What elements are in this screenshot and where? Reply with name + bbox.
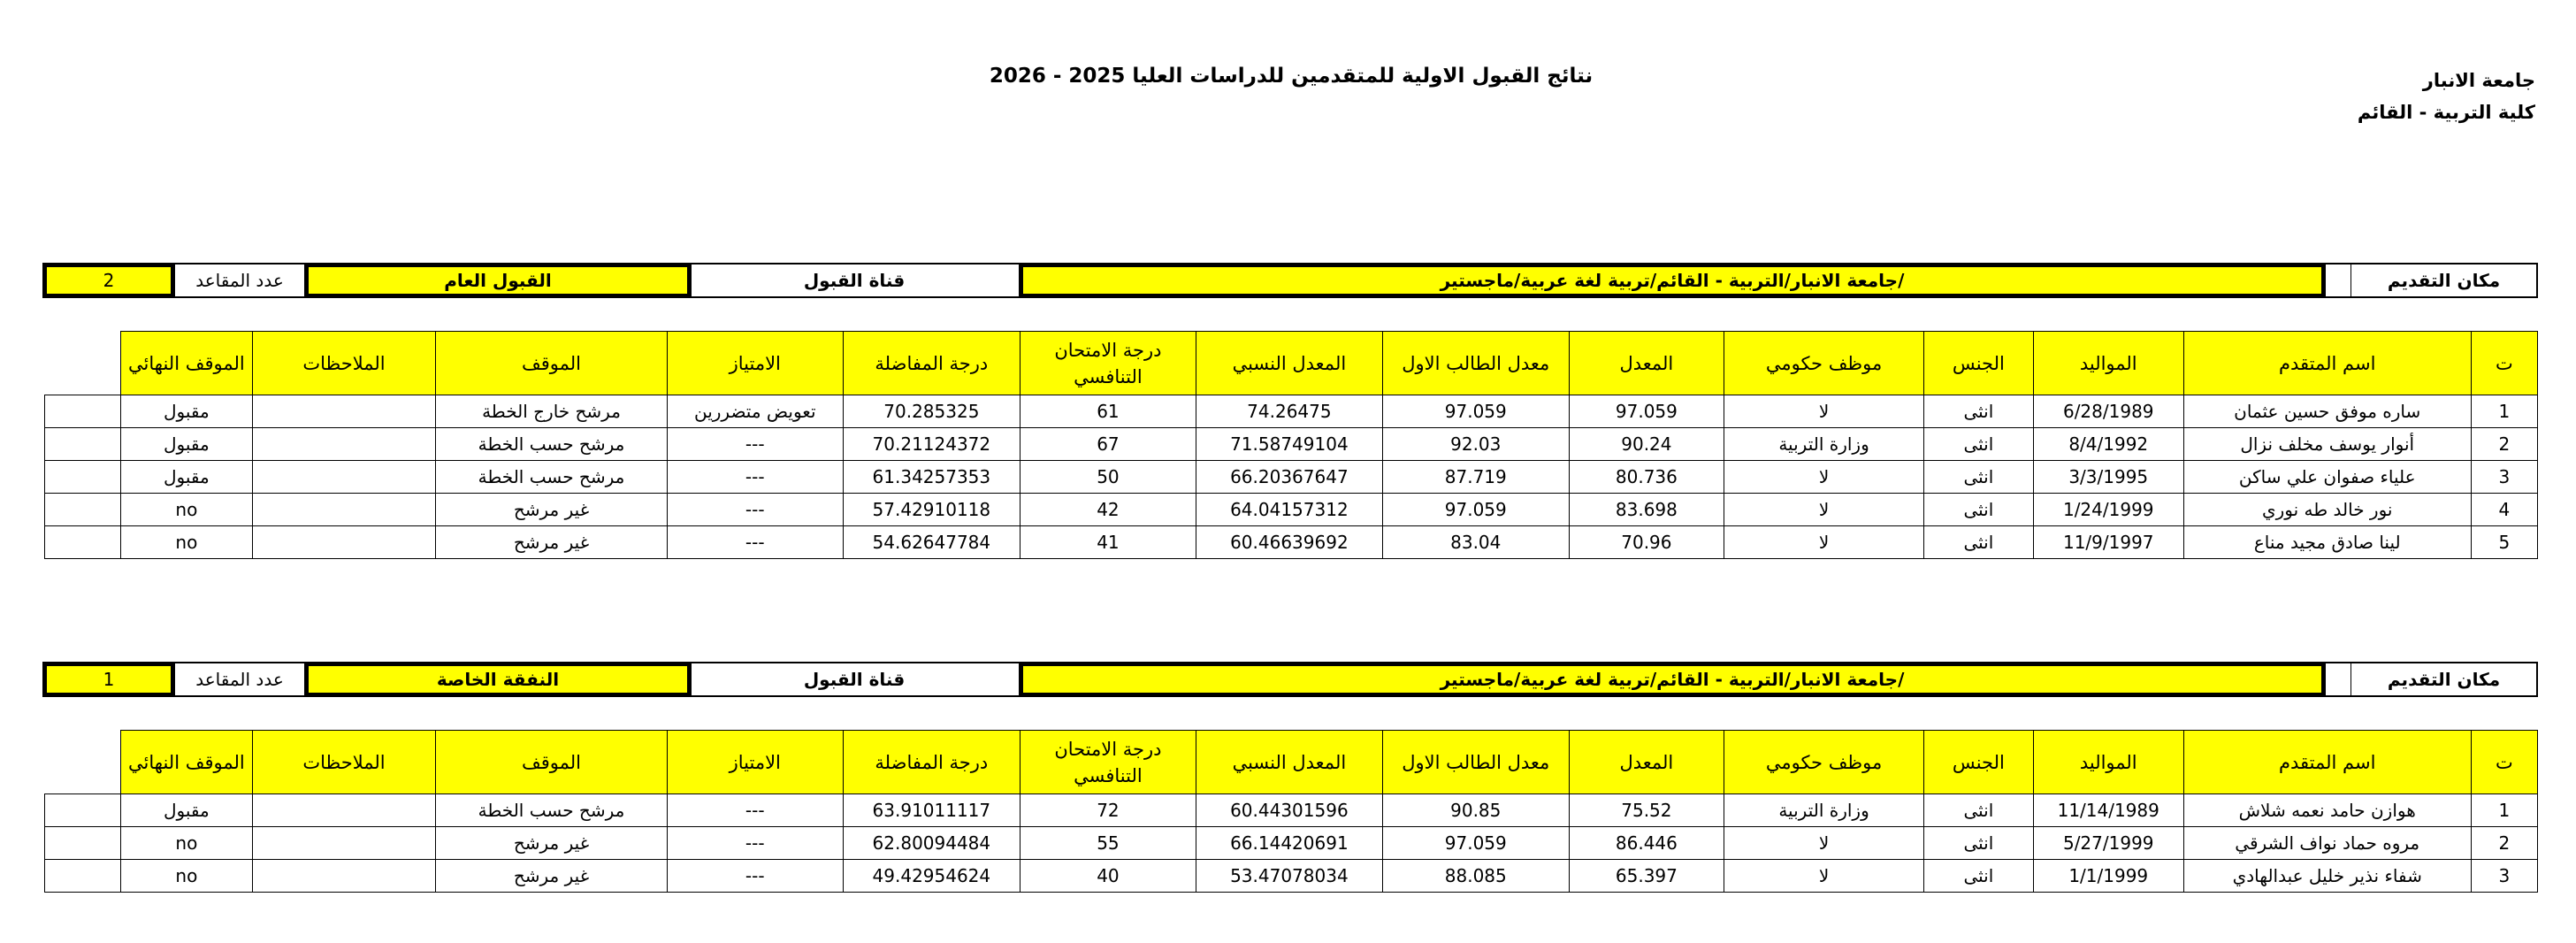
cell-notes [252, 494, 436, 526]
blank-cell [45, 860, 121, 893]
cell-index: 3 [2471, 461, 2537, 494]
cell-employee: وزارة التربية [1724, 428, 1924, 461]
seats-label: عدد المقاعد [195, 270, 284, 291]
cell-gender: انثى [1924, 461, 2034, 494]
cell-employee: لا [1724, 494, 1924, 526]
cell-final-status: مقبول [121, 461, 252, 494]
blank-cell [45, 526, 121, 559]
col-header: المعدل [1569, 731, 1724, 794]
cell-gender: انثى [1924, 794, 2034, 827]
col-header: معدل الطالب الاول [1382, 731, 1569, 794]
col-header: الامتياز [667, 731, 843, 794]
cell-final-status: no [121, 827, 252, 860]
cell-top-average: 87.719 [1382, 461, 1569, 494]
cell-exam-score: 50 [1020, 461, 1196, 494]
cell-top-average: 97.059 [1382, 827, 1569, 860]
seats-value: 1 [42, 662, 175, 697]
cell-preference-score: 61.34257353 [843, 461, 1020, 494]
section-1-info-bar [44, 263, 2538, 298]
cell-preference-score: 63.91011117 [843, 794, 1020, 827]
cell-exam-score: 67 [1020, 428, 1196, 461]
cell-name: علياء صفوان علي ساكن [2183, 461, 2471, 494]
college-name: كلية التربية - القائم [2357, 102, 2535, 123]
place-label: مكان التقديم [2351, 264, 2536, 296]
cell-gender: انثى [1924, 526, 2034, 559]
cell-name: مروه حماد نواف الشرقي [2183, 827, 2471, 860]
cell-exam-score: 42 [1020, 494, 1196, 526]
cell-relative-average: 74.26475 [1196, 395, 1382, 428]
cell-final-status: مقبول [121, 794, 252, 827]
col-header: المواليد [2033, 731, 2183, 794]
table-row [45, 461, 2538, 494]
blank-cell [45, 731, 121, 794]
col-header: الجنس [1924, 731, 2034, 794]
cell-index: 5 [2471, 526, 2537, 559]
cell-birth: 6/28/1989 [2033, 395, 2183, 428]
cell-name: ساره موفق حسين عثمان [2183, 395, 2471, 428]
university-header [2252, 65, 2535, 128]
cell-status: غير مرشح [436, 860, 667, 893]
cell-exam-score: 41 [1020, 526, 1196, 559]
cell-privilege: --- [667, 794, 843, 827]
cell-relative-average: 53.47078034 [1196, 860, 1382, 893]
cell-name: شفاء نذير خليل عبدالهادي [2183, 860, 2471, 893]
cell-birth: 11/9/1997 [2033, 526, 2183, 559]
col-header: ت [2471, 332, 2537, 395]
cell-top-average: 92.03 [1382, 428, 1569, 461]
cell-final-status: no [121, 526, 252, 559]
cell-gender: انثى [1924, 395, 2034, 428]
table-row [45, 428, 2538, 461]
table-row [45, 794, 2538, 827]
cell-preference-score: 54.62647784 [843, 526, 1020, 559]
cell-employee: وزارة التربية [1724, 794, 1924, 827]
col-header: الموقف النهائي [121, 731, 252, 794]
cell-name: لينا صادق مجيد مناع [2183, 526, 2471, 559]
cell-status: مرشح حسب الخطة [436, 461, 667, 494]
channel-label: قناة القبول [803, 270, 906, 291]
cell-name: نور خالد طه نوري [2183, 494, 2471, 526]
col-header: اسم المتقدم [2183, 731, 2471, 794]
col-header: الملاحظات [252, 332, 436, 395]
cell-status: مرشح حسب الخطة [436, 428, 667, 461]
cell-index: 1 [2471, 794, 2537, 827]
col-header: ت [2471, 731, 2537, 794]
cell-top-average: 83.04 [1382, 526, 1569, 559]
cell-average: 90.24 [1569, 428, 1724, 461]
col-header: الموقف النهائي [121, 332, 252, 395]
cell-status: غير مرشح [436, 494, 667, 526]
cell-notes [252, 860, 436, 893]
cell-top-average: 97.059 [1382, 494, 1569, 526]
cell-index: 2 [2471, 428, 2537, 461]
blank-cell [45, 461, 121, 494]
table-row [45, 494, 2538, 526]
cell-birth: 11/14/1989 [2033, 794, 2183, 827]
cell-gender: انثى [1924, 428, 2034, 461]
seats-label: عدد المقاعد [195, 669, 284, 690]
cell-top-average: 88.085 [1382, 860, 1569, 893]
cell-preference-score: 49.42954624 [843, 860, 1020, 893]
cell-final-status: no [121, 860, 252, 893]
cell-birth: 8/4/1992 [2033, 428, 2183, 461]
cell-preference-score: 57.42910118 [843, 494, 1020, 526]
cell-notes [252, 526, 436, 559]
blank-cell [45, 395, 121, 428]
cell-exam-score: 55 [1020, 827, 1196, 860]
cell-status: مرشح خارج الخطة [436, 395, 667, 428]
cell-birth: 1/1/1999 [2033, 860, 2183, 893]
cell-index: 4 [2471, 494, 2537, 526]
col-header: المعدل [1569, 332, 1724, 395]
cell-average: 80.736 [1569, 461, 1724, 494]
cell-privilege: --- [667, 827, 843, 860]
table-row [45, 395, 2538, 428]
col-header: الموقف [436, 332, 667, 395]
cell-status: مرشح حسب الخطة [436, 794, 667, 827]
cell-notes [252, 461, 436, 494]
cell-index: 1 [2471, 395, 2537, 428]
cell-final-status: مقبول [121, 395, 252, 428]
col-header: المعدل النسبي [1196, 731, 1382, 794]
table-header-row [45, 332, 2538, 395]
cell-privilege: --- [667, 461, 843, 494]
blank-cell [45, 794, 121, 827]
cell-privilege: --- [667, 526, 843, 559]
cell-gender: انثى [1924, 860, 2034, 893]
cell-notes [252, 395, 436, 428]
cell-notes [252, 428, 436, 461]
cell-relative-average: 66.20367647 [1196, 461, 1382, 494]
place-value: جامعة الانبار/التربية - القائم/تربية لغة عربية/ماجستير/ [1019, 263, 2326, 298]
cell-preference-score: 70.21124372 [843, 428, 1020, 461]
blank-cell [45, 827, 121, 860]
cell-gender: انثى [1924, 494, 2034, 526]
cell-average: 70.96 [1569, 526, 1724, 559]
table-row [45, 526, 2538, 559]
table-row [45, 860, 2538, 893]
channel-value: القبول العام [304, 263, 692, 298]
col-header: اسم المتقدم [2183, 332, 2471, 395]
cell-relative-average: 66.14420691 [1196, 827, 1382, 860]
place-label: مكان التقديم [2351, 663, 2536, 695]
cell-average: 86.446 [1569, 827, 1724, 860]
cell-employee: لا [1724, 526, 1924, 559]
col-header: موظف حكومي [1724, 332, 1924, 395]
col-header: درجة الامتحان التنافسي [1020, 731, 1196, 794]
cell-privilege: --- [667, 860, 843, 893]
cell-relative-average: 60.44301596 [1196, 794, 1382, 827]
cell-privilege: --- [667, 428, 843, 461]
cell-employee: لا [1724, 827, 1924, 860]
cell-birth: 5/27/1999 [2033, 827, 2183, 860]
table-header-row [45, 731, 2538, 794]
channel-value: النفقة الخاصة [304, 662, 692, 697]
col-header: درجة المفاضلة [843, 731, 1020, 794]
col-header: درجة المفاضلة [843, 332, 1020, 395]
blank-cell [45, 428, 121, 461]
cell-preference-score: 62.80094484 [843, 827, 1020, 860]
col-header: الموقف [436, 731, 667, 794]
cell-privilege: تعويض متضررين [667, 395, 843, 428]
cell-name: هوازن حامد نعمه شلاش [2183, 794, 2471, 827]
cell-employee: لا [1724, 395, 1924, 428]
cell-top-average: 97.059 [1382, 395, 1569, 428]
cell-index: 2 [2471, 827, 2537, 860]
cell-final-status: مقبول [121, 428, 252, 461]
cell-final-status: no [121, 494, 252, 526]
blank-cell [45, 494, 121, 526]
cell-employee: لا [1724, 860, 1924, 893]
col-header: المواليد [2033, 332, 2183, 395]
place-value: جامعة الانبار/التربية - القائم/تربية لغة عربية/ماجستير/ [1019, 662, 2326, 697]
col-header: معدل الطالب الاول [1382, 332, 1569, 395]
cell-status: غير مرشح [436, 827, 667, 860]
col-header: المعدل النسبي [1196, 332, 1382, 395]
cell-notes [252, 794, 436, 827]
cell-exam-score: 61 [1020, 395, 1196, 428]
cell-birth: 3/3/1995 [2033, 461, 2183, 494]
cell-relative-average: 64.04157312 [1196, 494, 1382, 526]
cell-exam-score: 40 [1020, 860, 1196, 893]
cell-average: 75.52 [1569, 794, 1724, 827]
section-2-info-bar [44, 662, 2538, 697]
cell-average: 65.397 [1569, 860, 1724, 893]
cell-name: أنوار يوسف مخلف نزال [2183, 428, 2471, 461]
col-header: درجة الامتحان التنافسي [1020, 332, 1196, 395]
blank-cell [45, 332, 121, 395]
cell-exam-score: 72 [1020, 794, 1196, 827]
university-name: جامعة الانبار [2422, 70, 2535, 91]
page-title: نتائج القبول الاولية للمتقدمين للدراسات العليا 2025 - 2026 [989, 65, 1594, 88]
cell-relative-average: 60.46639692 [1196, 526, 1382, 559]
cell-gender: انثى [1924, 827, 2034, 860]
cell-index: 3 [2471, 860, 2537, 893]
col-header: موظف حكومي [1724, 731, 1924, 794]
table-row [45, 827, 2538, 860]
cell-employee: لا [1724, 461, 1924, 494]
cell-status: غير مرشح [436, 526, 667, 559]
cell-average: 97.059 [1569, 395, 1724, 428]
section-1-table [44, 331, 2538, 559]
col-header: الامتياز [667, 332, 843, 395]
cell-birth: 1/24/1999 [2033, 494, 2183, 526]
cell-privilege: --- [667, 494, 843, 526]
cell-average: 83.698 [1569, 494, 1724, 526]
cell-top-average: 90.85 [1382, 794, 1569, 827]
cell-preference-score: 70.285325 [843, 395, 1020, 428]
col-header: الملاحظات [252, 731, 436, 794]
cell-notes [252, 827, 436, 860]
seats-value: 2 [42, 263, 175, 298]
channel-label: قناة القبول [803, 669, 906, 690]
cell-relative-average: 71.58749104 [1196, 428, 1382, 461]
col-header: الجنس [1924, 332, 2034, 395]
section-2-table [44, 730, 2538, 893]
